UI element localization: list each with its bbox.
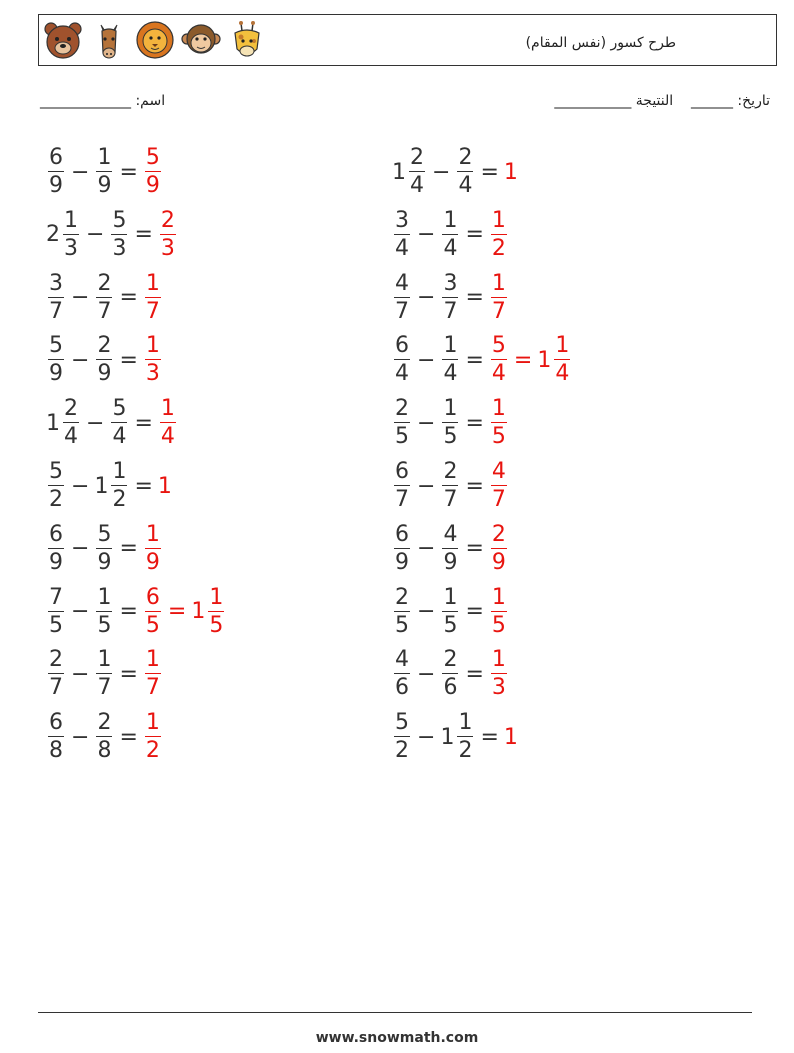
fraction: [145, 335, 161, 385]
equals-sign: =: [465, 599, 484, 625]
footer-divider: [38, 1012, 752, 1013]
fraction: [96, 147, 112, 197]
fraction: [160, 398, 176, 448]
numerator: 2: [97, 710, 112, 736]
answer-integer: 1: [157, 473, 172, 499]
minus-sign: −: [417, 222, 436, 248]
denominator: 7: [443, 298, 458, 324]
fraction: [491, 207, 507, 261]
denominator: 4: [458, 173, 473, 198]
problem-right-10: [392, 709, 518, 765]
answer-integer: 1: [503, 159, 518, 185]
numerator: 1: [443, 207, 458, 233]
fraction: [491, 270, 507, 324]
answer: [504, 725, 518, 750]
problem-right-4: [392, 332, 572, 388]
fraction: [96, 584, 112, 638]
denominator: 2: [145, 738, 160, 764]
fraction: [160, 207, 176, 261]
numerator: 4: [395, 647, 409, 673]
numerator: 2: [97, 270, 112, 296]
fraction: [48, 461, 64, 511]
equals-sign: =: [134, 473, 153, 499]
fraction: [63, 207, 79, 261]
fraction: [394, 461, 410, 511]
problem-left-10: [46, 709, 163, 765]
denominator: 5: [491, 424, 506, 450]
numerator: 2: [395, 396, 409, 422]
answer: [489, 335, 572, 385]
denominator: 4: [160, 424, 175, 450]
denominator: 9: [145, 173, 160, 198]
numerator: 5: [145, 145, 160, 170]
fraction: [442, 270, 458, 324]
fraction: [48, 335, 64, 385]
problem-right-3: [392, 270, 509, 326]
minus-sign: −: [86, 222, 105, 248]
problem-left-1: [46, 144, 163, 200]
denominator: 9: [443, 549, 458, 575]
numerator: 2: [443, 459, 458, 484]
fraction: [394, 335, 410, 385]
answer: [489, 270, 509, 324]
problem-right-7: [392, 521, 509, 577]
minus-sign: −: [71, 536, 90, 562]
numerator: 5: [112, 396, 127, 422]
denominator: 5: [491, 612, 506, 638]
date-field: تاريخ: ______: [690, 93, 770, 109]
numerator: 2: [491, 521, 506, 547]
fraction: [491, 521, 507, 575]
equals-sign: =: [119, 536, 138, 562]
minus-sign: −: [417, 661, 436, 687]
numerator: 1: [97, 647, 112, 673]
denominator: 5: [145, 612, 160, 638]
fraction: [442, 398, 458, 448]
fraction: [491, 398, 507, 448]
denominator: 4: [395, 361, 409, 387]
numerator: 1: [97, 584, 112, 610]
numerator: 4: [443, 521, 458, 547]
equals-sign: =: [119, 285, 138, 311]
denominator: 5: [97, 612, 112, 638]
denominator: 4: [491, 361, 506, 387]
numerator: 1: [145, 521, 160, 547]
answer: [143, 335, 163, 385]
answer: [143, 584, 226, 638]
denominator: 2: [49, 487, 63, 512]
answer: [143, 649, 163, 699]
denominator: 3: [112, 235, 127, 261]
equals-sign: =: [134, 222, 153, 248]
denominator: 4: [410, 173, 424, 198]
problem-left-6: [46, 458, 172, 514]
fraction: [96, 712, 112, 762]
denominator: 5: [443, 424, 458, 450]
fraction: [96, 270, 112, 324]
equals-sign: =: [465, 473, 484, 499]
numerator: 2: [395, 584, 409, 610]
fraction: [554, 335, 570, 385]
numerator: 1: [491, 647, 506, 673]
giraffe-face-icon: [227, 19, 267, 61]
fraction: [442, 521, 458, 575]
numerator: 5: [49, 333, 63, 359]
fraction: [111, 398, 127, 448]
equals-sign: =: [119, 661, 138, 687]
denominator: 7: [395, 298, 409, 324]
numerator: 1: [97, 145, 112, 170]
fraction: [442, 584, 458, 638]
problem-right-2: [392, 207, 509, 263]
denominator: 3: [160, 235, 175, 261]
fraction: [48, 649, 64, 699]
fraction: [442, 649, 458, 699]
answer-integer: 1: [503, 724, 518, 750]
denominator: 7: [491, 298, 506, 324]
fraction: [48, 270, 64, 324]
numerator: 2: [443, 647, 458, 673]
numerator: 1: [145, 710, 160, 736]
denominator: 6: [395, 675, 409, 701]
equals-sign: =: [119, 599, 138, 625]
numerator: 1: [491, 270, 506, 296]
denominator: 9: [49, 549, 63, 575]
denominator: 4: [555, 361, 570, 387]
numerator: 1: [64, 207, 78, 233]
fraction: [394, 712, 410, 762]
fraction: [394, 398, 410, 448]
fraction: [96, 649, 112, 699]
numerator: 2: [97, 333, 112, 359]
answer: [489, 207, 509, 261]
denominator: 2: [112, 487, 127, 512]
fraction: [394, 584, 410, 638]
numerator: 6: [145, 584, 160, 610]
fraction: [111, 207, 127, 261]
fraction: [145, 712, 161, 762]
equals-sign: =: [465, 661, 484, 687]
denominator: 9: [395, 549, 409, 575]
minus-sign: −: [71, 159, 90, 185]
denominator: 3: [64, 235, 78, 261]
problem-left-4: [46, 332, 163, 388]
denominator: 6: [443, 675, 458, 701]
denominator: 5: [443, 612, 458, 638]
problem-right-9: [392, 646, 509, 702]
fraction: [457, 147, 473, 197]
numerator: 1: [209, 584, 224, 610]
denominator: 7: [395, 487, 409, 512]
numerator: 2: [458, 145, 473, 170]
numerator: 5: [97, 521, 112, 547]
equals-sign: =: [119, 347, 138, 373]
numerator: 6: [49, 521, 63, 547]
denominator: 9: [145, 549, 160, 575]
problem-left-2: [46, 207, 178, 263]
numerator: 3: [49, 270, 63, 296]
fraction: [491, 461, 507, 511]
fraction: [208, 584, 224, 638]
numerator: 1: [491, 396, 506, 422]
minus-sign: −: [417, 410, 436, 436]
fraction: [442, 335, 458, 385]
fraction: [491, 584, 507, 638]
numerator: 5: [49, 459, 63, 484]
answer: [158, 474, 172, 499]
fraction: [491, 335, 507, 385]
problem-right-1: [392, 144, 518, 200]
problem-left-8: [46, 584, 226, 640]
denominator: 2: [458, 738, 473, 764]
equals-sign: =: [465, 222, 484, 248]
whole-number: 2: [46, 222, 60, 248]
equals-sign: =: [167, 599, 187, 625]
numerator: 1: [443, 584, 458, 610]
footer-url: www.snowmath.com: [315, 1030, 479, 1046]
numerator: 1: [491, 207, 506, 233]
minus-sign: −: [71, 661, 90, 687]
fraction: [491, 649, 507, 699]
worksheet-title: طرح كسور (نفس المقام): [525, 35, 676, 51]
answer: [489, 461, 509, 511]
denominator: 4: [443, 361, 458, 387]
header-box: [38, 14, 777, 66]
fraction: [394, 207, 410, 261]
equals-sign: =: [480, 724, 499, 750]
whole-number: 1: [392, 159, 406, 185]
problem-right-8: [392, 584, 509, 640]
denominator: 4: [64, 424, 78, 450]
denominator: 9: [97, 361, 112, 387]
minus-sign: −: [71, 724, 90, 750]
numerator: 1: [443, 333, 458, 359]
fraction: [63, 398, 79, 448]
minus-sign: −: [71, 347, 90, 373]
denominator: 8: [97, 738, 112, 764]
equals-sign: =: [465, 410, 484, 436]
minus-sign: −: [86, 410, 105, 436]
minus-sign: −: [71, 599, 90, 625]
numerator: 1: [160, 396, 175, 422]
numerator: 1: [458, 710, 473, 736]
numerator: 5: [112, 207, 127, 233]
denominator: 9: [49, 361, 63, 387]
whole-number: 1: [94, 473, 109, 499]
score-field: النتيجة ___________: [554, 93, 674, 109]
denominator: 7: [145, 298, 160, 324]
fraction: [394, 521, 410, 575]
denominator: 9: [491, 549, 506, 575]
numerator: 2: [160, 207, 175, 233]
fraction: [48, 147, 64, 197]
fraction: [394, 649, 410, 699]
fraction: [409, 147, 425, 197]
problem-right-5: [392, 395, 509, 451]
denominator: 5: [209, 612, 224, 638]
monkey-face-icon: [181, 19, 221, 61]
answer: [504, 160, 518, 185]
denominator: 3: [491, 675, 506, 701]
denominator: 2: [395, 738, 409, 764]
denominator: 3: [145, 361, 160, 387]
denominator: 7: [49, 675, 63, 701]
fraction: [145, 270, 161, 324]
problem-left-3: [46, 270, 163, 326]
fraction: [96, 521, 112, 575]
denominator: 8: [49, 738, 63, 764]
numerator: 1: [145, 333, 160, 359]
minus-sign: −: [417, 599, 436, 625]
denominator: 4: [395, 235, 409, 261]
numerator: 1: [555, 333, 570, 359]
whole-number: 1: [46, 410, 60, 436]
minus-sign: −: [417, 347, 436, 373]
denominator: 7: [443, 487, 458, 512]
numerator: 5: [395, 710, 409, 736]
answer: [158, 207, 178, 261]
date-score-fields: [554, 93, 770, 109]
answer: [143, 147, 163, 197]
problem-left-7: [46, 521, 163, 577]
denominator: 5: [395, 612, 409, 638]
whole-number: 1: [537, 347, 552, 373]
whole-number: 1: [191, 599, 206, 625]
equals-sign: =: [134, 410, 153, 436]
equals-sign: =: [119, 724, 138, 750]
numerator: 5: [491, 333, 506, 359]
minus-sign: −: [417, 285, 436, 311]
numerator: 6: [395, 521, 409, 547]
numerator: 1: [112, 459, 127, 484]
fraction: [145, 521, 161, 575]
equals-sign: =: [465, 347, 484, 373]
fraction: [145, 147, 161, 197]
fraction: [442, 461, 458, 511]
animal-icons: [43, 19, 267, 61]
fraction: [394, 270, 410, 324]
answer: [158, 398, 178, 448]
equals-sign: =: [465, 536, 484, 562]
whole-number: 1: [440, 724, 455, 750]
lion-face-icon: [135, 19, 175, 61]
numerator: 4: [395, 270, 409, 296]
numerator: 3: [395, 207, 409, 233]
fraction: [145, 584, 161, 638]
denominator: 5: [395, 424, 409, 450]
numerator: 2: [49, 647, 63, 673]
fraction: [111, 461, 127, 511]
equals-sign: =: [119, 159, 138, 185]
denominator: 4: [112, 424, 127, 450]
answer: [489, 584, 509, 638]
fraction: [48, 521, 64, 575]
name-field: اسم: _____________: [40, 93, 166, 109]
equals-sign: =: [513, 347, 533, 373]
fraction: [457, 712, 473, 762]
numerator: 1: [145, 647, 160, 673]
minus-sign: −: [432, 159, 451, 185]
minus-sign: −: [71, 285, 90, 311]
numerator: 6: [395, 459, 409, 484]
equals-sign: =: [465, 285, 484, 311]
minus-sign: −: [417, 724, 436, 750]
problem-left-5: [46, 395, 178, 451]
numerator: 6: [49, 710, 63, 736]
bear-face-icon: [43, 19, 83, 61]
problem-left-9: [46, 646, 163, 702]
denominator: 7: [97, 675, 112, 701]
denominator: 9: [97, 173, 112, 198]
answer: [489, 521, 509, 575]
numerator: 1: [491, 584, 506, 610]
answer: [489, 649, 509, 699]
denominator: 9: [97, 549, 112, 575]
answer: [143, 712, 163, 762]
denominator: 4: [443, 235, 458, 261]
denominator: 7: [145, 675, 160, 701]
minus-sign: −: [417, 473, 436, 499]
denominator: 7: [49, 298, 63, 324]
fraction: [48, 712, 64, 762]
equals-sign: =: [480, 159, 499, 185]
denominator: 2: [491, 235, 506, 261]
horse-face-icon: [89, 19, 129, 61]
numerator: 6: [395, 333, 409, 359]
numerator: 1: [145, 270, 160, 296]
numerator: 7: [49, 584, 63, 610]
fraction: [48, 584, 64, 638]
numerator: 1: [443, 396, 458, 422]
fraction: [442, 207, 458, 261]
denominator: 7: [97, 298, 112, 324]
answer: [143, 270, 163, 324]
problem-right-6: [392, 458, 509, 514]
numerator: 6: [49, 145, 63, 170]
denominator: 7: [491, 487, 506, 512]
denominator: 9: [49, 173, 63, 198]
answer: [489, 398, 509, 448]
numerator: 4: [491, 459, 506, 484]
denominator: 5: [49, 612, 63, 638]
numerator: 2: [64, 396, 78, 422]
minus-sign: −: [71, 473, 90, 499]
minus-sign: −: [417, 536, 436, 562]
numerator: 2: [410, 145, 424, 170]
answer: [143, 521, 163, 575]
numerator: 3: [443, 270, 458, 296]
fraction: [96, 335, 112, 385]
fraction: [145, 649, 161, 699]
